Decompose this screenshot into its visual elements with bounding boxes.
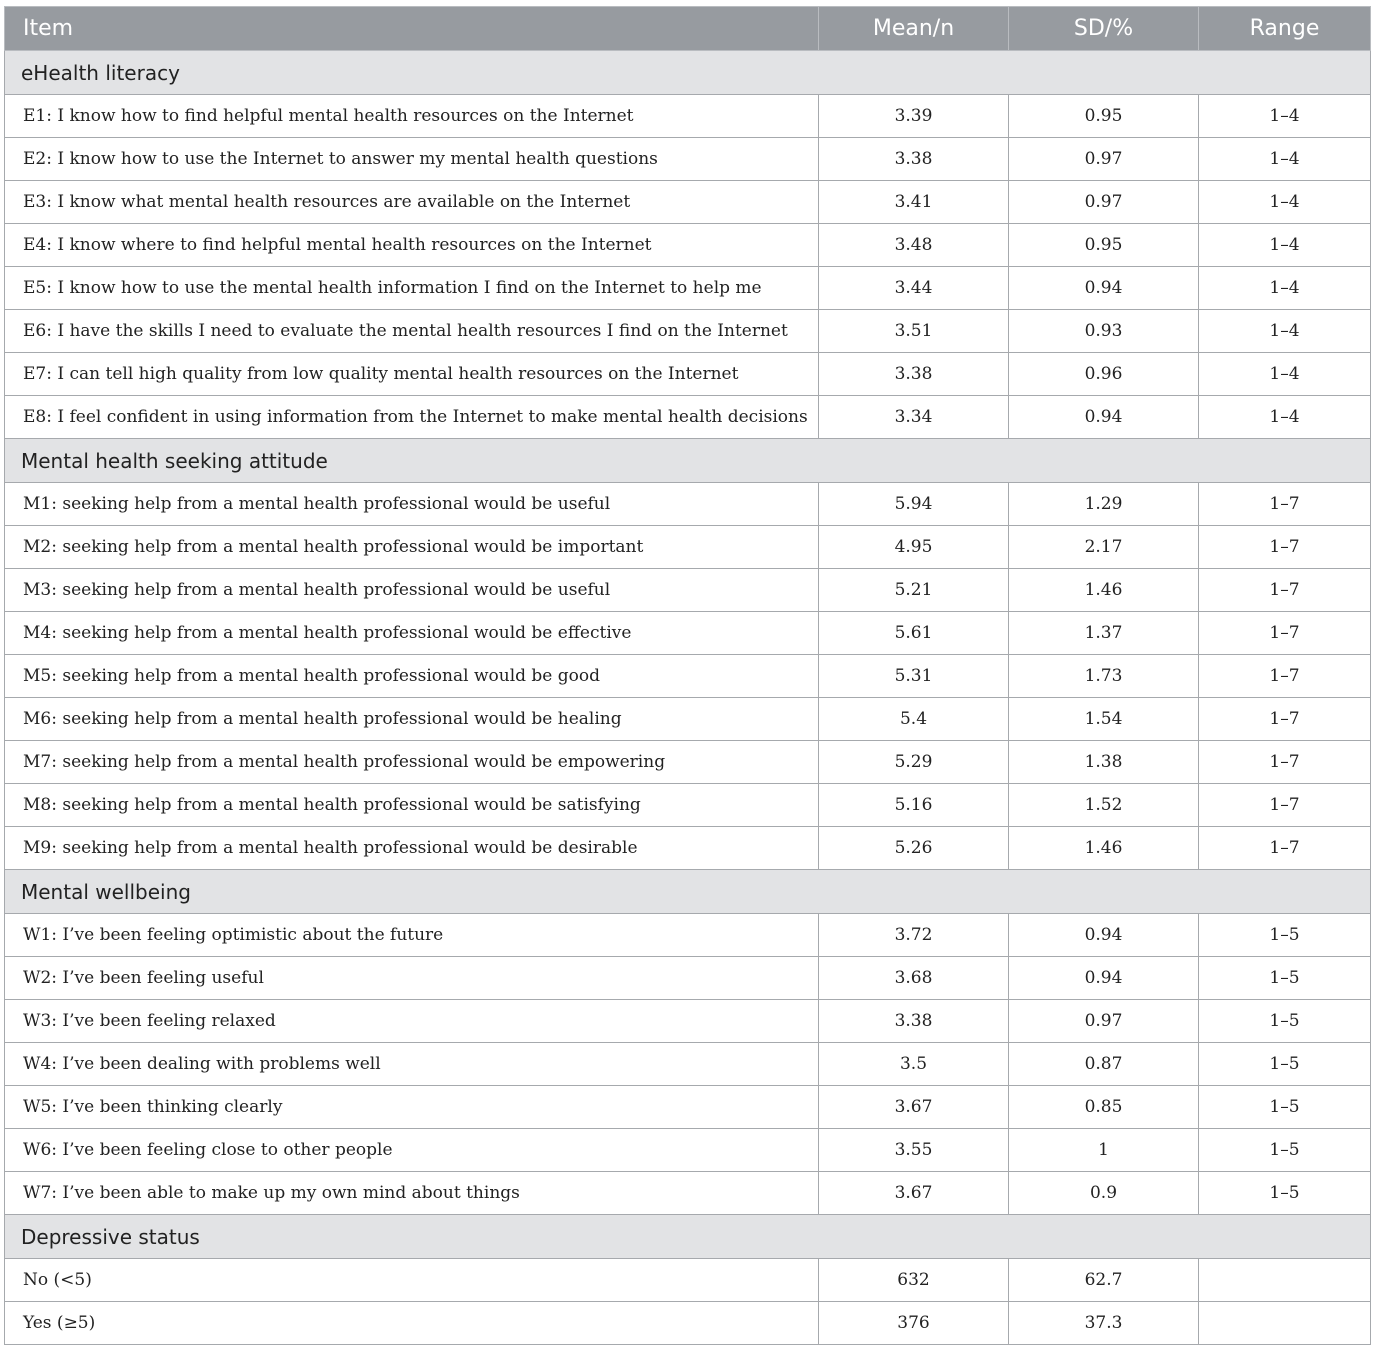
range-cell: 1–4	[1199, 181, 1371, 224]
table-row	[5, 569, 1371, 612]
mean-cell: 3.38	[819, 353, 1009, 396]
range-cell: 1–5	[1199, 1043, 1371, 1086]
range-cell: 1–7	[1199, 827, 1371, 870]
table-row	[5, 526, 1371, 569]
sd-cell: 1.54	[1009, 698, 1199, 741]
section-row	[5, 1215, 1371, 1259]
item-cell: Yes (≥5)	[5, 1302, 819, 1345]
sd-cell: 1.46	[1009, 827, 1199, 870]
range-cell: 1–5	[1199, 1129, 1371, 1172]
item-cell: No (<5)	[5, 1259, 819, 1302]
section-title: Depressive status	[5, 1215, 1371, 1259]
mean-cell: 3.48	[819, 224, 1009, 267]
section-title: Mental health seeking attitude	[5, 439, 1371, 483]
item-cell: M5: seeking help from a mental health professional would be good	[5, 655, 819, 698]
item-cell: W2: I’ve been feeling useful	[5, 957, 819, 1000]
range-cell: 1–4	[1199, 138, 1371, 181]
table-row	[5, 741, 1371, 784]
mean-cell: 3.68	[819, 957, 1009, 1000]
item-cell: M8: seeking help from a mental health professional would be satisfying	[5, 784, 819, 827]
sd-cell: 0.94	[1009, 396, 1199, 439]
item-cell: W4: I’ve been dealing with problems well	[5, 1043, 819, 1086]
range-cell: 1–7	[1199, 569, 1371, 612]
range-cell: 1–7	[1199, 698, 1371, 741]
sd-cell: 0.87	[1009, 1043, 1199, 1086]
table-row	[5, 1000, 1371, 1043]
range-cell: 1–5	[1199, 914, 1371, 957]
item-cell: E1: I know how to find helpful mental health resources on the Internet	[5, 95, 819, 138]
mean-cell: 3.34	[819, 396, 1009, 439]
table-row	[5, 353, 1371, 396]
sd-cell: 0.96	[1009, 353, 1199, 396]
section-title: eHealth literacy	[5, 51, 1371, 95]
range-cell: 1–7	[1199, 483, 1371, 526]
range-cell: 1–5	[1199, 1086, 1371, 1129]
item-cell: E7: I can tell high quality from low quality mental health resources on the Internet	[5, 353, 819, 396]
table-row	[5, 1129, 1371, 1172]
item-cell: E6: I have the skills I need to evaluate the mental health resources I find on the Internet	[5, 310, 819, 353]
sd-cell: 1	[1009, 1129, 1199, 1172]
sd-cell: 1.37	[1009, 612, 1199, 655]
table-row	[5, 396, 1371, 439]
range-cell: 1–7	[1199, 784, 1371, 827]
table-row	[5, 1259, 1371, 1302]
sd-cell: 2.17	[1009, 526, 1199, 569]
section-title: Mental wellbeing	[5, 870, 1371, 914]
table-row	[5, 957, 1371, 1000]
sd-cell: 1.29	[1009, 483, 1199, 526]
sd-cell: 0.94	[1009, 957, 1199, 1000]
mean-cell: 5.29	[819, 741, 1009, 784]
sd-cell: 0.93	[1009, 310, 1199, 353]
range-cell: 1–7	[1199, 612, 1371, 655]
table-row	[5, 138, 1371, 181]
table-row	[5, 267, 1371, 310]
table-row	[5, 698, 1371, 741]
header-item: Item	[5, 7, 819, 51]
mean-cell: 5.31	[819, 655, 1009, 698]
item-cell: M1: seeking help from a mental health professional would be useful	[5, 483, 819, 526]
mean-cell: 3.72	[819, 914, 1009, 957]
mean-cell: 3.55	[819, 1129, 1009, 1172]
table-body	[5, 51, 1371, 1345]
table-row	[5, 784, 1371, 827]
table-row	[5, 1302, 1371, 1345]
sd-cell: 1.46	[1009, 569, 1199, 612]
item-cell: M4: seeking help from a mental health professional would be effective	[5, 612, 819, 655]
range-cell: 1–7	[1199, 655, 1371, 698]
table-row	[5, 181, 1371, 224]
table-row	[5, 612, 1371, 655]
range-cell: 1–7	[1199, 741, 1371, 784]
range-cell	[1199, 1302, 1371, 1345]
table-row	[5, 483, 1371, 526]
range-cell: 1–4	[1199, 224, 1371, 267]
item-cell: E8: I feel confident in using information from the Internet to make mental health decisions	[5, 396, 819, 439]
mean-cell: 5.21	[819, 569, 1009, 612]
item-cell: M3: seeking help from a mental health professional would be useful	[5, 569, 819, 612]
range-cell: 1–4	[1199, 353, 1371, 396]
table-row	[5, 655, 1371, 698]
sd-cell: 1.38	[1009, 741, 1199, 784]
range-cell: 1–4	[1199, 310, 1371, 353]
mean-cell: 3.38	[819, 1000, 1009, 1043]
table-row	[5, 1086, 1371, 1129]
range-cell: 1–5	[1199, 957, 1371, 1000]
table-row	[5, 224, 1371, 267]
descriptive-statistics-table	[4, 6, 1371, 1345]
table-row	[5, 827, 1371, 870]
mean-cell: 5.61	[819, 612, 1009, 655]
item-cell: E3: I know what mental health resources are available on the Internet	[5, 181, 819, 224]
mean-cell: 3.67	[819, 1086, 1009, 1129]
sd-cell: 0.85	[1009, 1086, 1199, 1129]
table-row	[5, 914, 1371, 957]
sd-cell: 0.95	[1009, 95, 1199, 138]
mean-cell: 376	[819, 1302, 1009, 1345]
header-mean: Mean/n	[819, 7, 1009, 51]
header-range: Range	[1199, 7, 1371, 51]
table-header	[5, 7, 1371, 51]
mean-cell: 4.95	[819, 526, 1009, 569]
mean-cell: 5.16	[819, 784, 1009, 827]
section-row	[5, 51, 1371, 95]
table-row	[5, 1172, 1371, 1215]
item-cell: M9: seeking help from a mental health professional would be desirable	[5, 827, 819, 870]
sd-cell: 1.73	[1009, 655, 1199, 698]
table-row	[5, 1043, 1371, 1086]
item-cell: W1: I’ve been feeling optimistic about the future	[5, 914, 819, 957]
item-cell: W6: I’ve been feeling close to other people	[5, 1129, 819, 1172]
mean-cell: 3.5	[819, 1043, 1009, 1086]
item-cell: E5: I know how to use the mental health information I find on the Internet to help me	[5, 267, 819, 310]
range-cell: 1–5	[1199, 1000, 1371, 1043]
mean-cell: 5.26	[819, 827, 1009, 870]
section-row	[5, 439, 1371, 483]
mean-cell: 3.67	[819, 1172, 1009, 1215]
range-cell: 1–4	[1199, 267, 1371, 310]
item-cell: E4: I know where to find helpful mental health resources on the Internet	[5, 224, 819, 267]
range-cell: 1–4	[1199, 396, 1371, 439]
mean-cell: 3.38	[819, 138, 1009, 181]
range-cell: 1–4	[1199, 95, 1371, 138]
sd-cell: 1.52	[1009, 784, 1199, 827]
section-row	[5, 870, 1371, 914]
mean-cell: 3.44	[819, 267, 1009, 310]
range-cell: 1–5	[1199, 1172, 1371, 1215]
mean-cell: 3.39	[819, 95, 1009, 138]
item-cell: M7: seeking help from a mental health professional would be empowering	[5, 741, 819, 784]
sd-cell: 0.97	[1009, 138, 1199, 181]
item-cell: W3: I’ve been feeling relaxed	[5, 1000, 819, 1043]
item-cell: M6: seeking help from a mental health professional would be healing	[5, 698, 819, 741]
sd-cell: 0.95	[1009, 224, 1199, 267]
mean-cell: 3.41	[819, 181, 1009, 224]
table-row	[5, 95, 1371, 138]
item-cell: W7: I’ve been able to make up my own mind about things	[5, 1172, 819, 1215]
item-cell: E2: I know how to use the Internet to answer my mental health questions	[5, 138, 819, 181]
range-cell: 1–7	[1199, 526, 1371, 569]
item-cell: M2: seeking help from a mental health professional would be important	[5, 526, 819, 569]
range-cell	[1199, 1259, 1371, 1302]
sd-cell: 0.97	[1009, 181, 1199, 224]
mean-cell: 632	[819, 1259, 1009, 1302]
mean-cell: 5.94	[819, 483, 1009, 526]
table-row	[5, 310, 1371, 353]
mean-cell: 3.51	[819, 310, 1009, 353]
sd-cell: 37.3	[1009, 1302, 1199, 1345]
sd-cell: 62.7	[1009, 1259, 1199, 1302]
mean-cell: 5.4	[819, 698, 1009, 741]
item-cell: W5: I’ve been thinking clearly	[5, 1086, 819, 1129]
header-sd: SD/%	[1009, 7, 1199, 51]
sd-cell: 0.94	[1009, 267, 1199, 310]
sd-cell: 0.97	[1009, 1000, 1199, 1043]
sd-cell: 0.94	[1009, 914, 1199, 957]
sd-cell: 0.9	[1009, 1172, 1199, 1215]
